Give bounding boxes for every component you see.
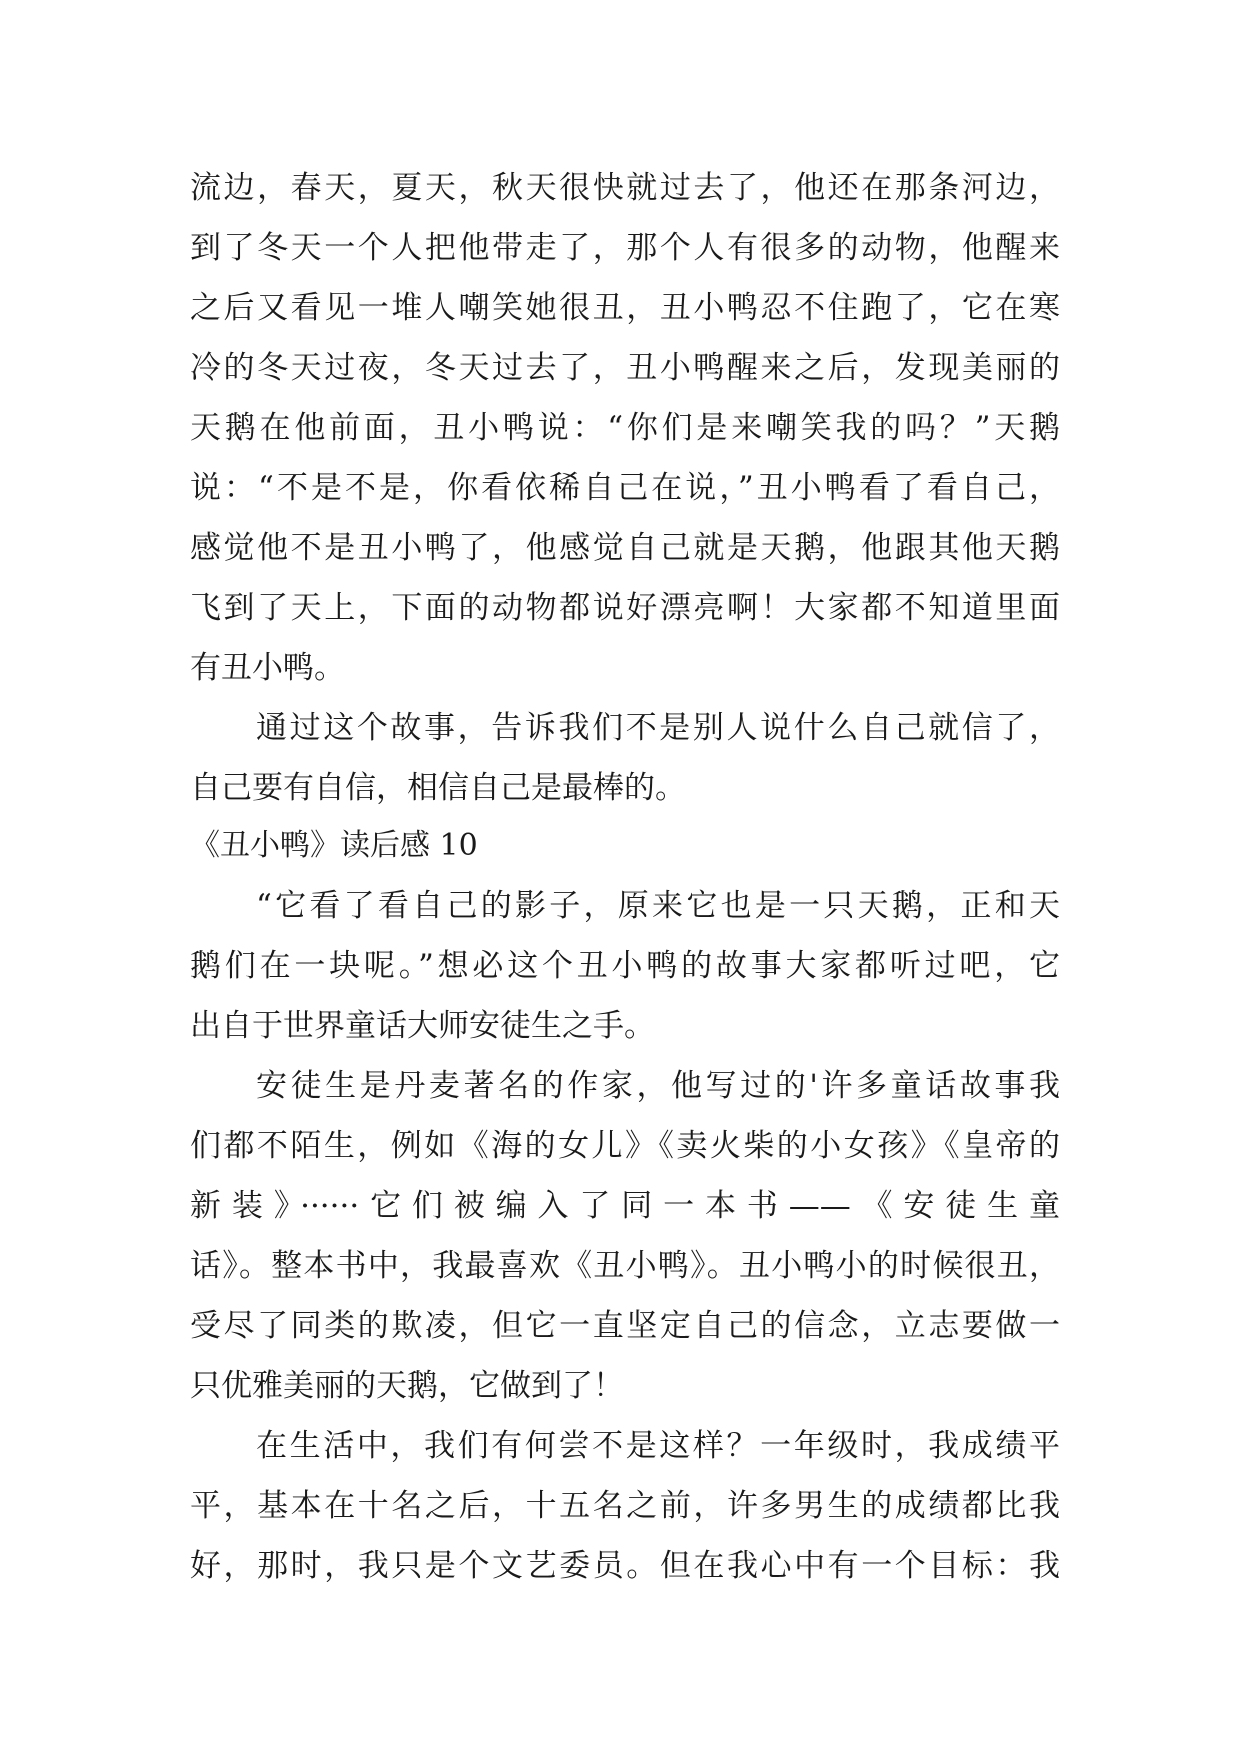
text-line: 出自于世界童话大师安徒生之手。 xyxy=(190,1008,655,1044)
text-line: 话》。整本书中，我最喜欢《丑小鸭》。丑小鸭小的时候很丑， xyxy=(190,1248,1060,1284)
text-line: 只优雅美丽的天鹅，它做到了！ xyxy=(190,1368,624,1404)
text-line: 新装》······它们被编入了同一本书——《安徒生童 xyxy=(190,1188,1060,1224)
paragraph-first-line: “它看了看自己的影子，原来它也是一只天鹅，正和天 xyxy=(256,888,1060,924)
text-line: 冷的冬天过夜，冬天过去了，丑小鸭醒来之后，发现美丽的 xyxy=(190,350,1060,386)
text-line: 说：“不是不是，你看依稀自己在说，”丑小鸭看了看自己， xyxy=(190,470,1060,506)
paragraph-first-line: 安徒生是丹麦著名的作家，他写过的'许多童话故事我 xyxy=(256,1068,1060,1104)
section-heading: 《丑小鸭》读后感 10 xyxy=(190,828,478,863)
text-line: 自己要有自信，相信自己是最棒的。 xyxy=(190,770,686,806)
text-line: 之后又看见一堆人嘲笑她很丑，丑小鸭忍不住跑了，它在寒 xyxy=(190,290,1060,326)
text-line: 感觉他不是丑小鸭了，他感觉自己就是天鹅，他跟其他天鹅 xyxy=(190,530,1060,566)
paragraph-first-line: 通过这个故事，告诉我们不是别人说什么自己就信了， xyxy=(256,710,1060,746)
text-line: 受尽了同类的欺凌，但它一直坚定自己的信念，立志要做一 xyxy=(190,1308,1060,1344)
text-line: 飞到了天上，下面的动物都说好漂亮啊！大家都不知道里面 xyxy=(190,590,1060,626)
text-line: 平，基本在十名之后，十五名之前，许多男生的成绩都比我 xyxy=(190,1488,1060,1524)
paragraph-first-line: 在生活中，我们有何尝不是这样？一年级时，我成绩平 xyxy=(256,1428,1060,1464)
text-line: 有丑小鸭。 xyxy=(190,650,345,686)
text-line: 好，那时，我只是个文艺委员。但在我心中有一个目标：我 xyxy=(190,1548,1060,1584)
text-line: 到了冬天一个人把他带走了，那个人有很多的动物，他醒来 xyxy=(190,230,1060,266)
text-line: 们都不陌生，例如《海的女儿》《卖火柴的小女孩》《皇帝的 xyxy=(190,1128,1060,1164)
text-line: 流边，春天，夏天，秋天很快就过去了，他还在那条河边， xyxy=(190,170,1060,206)
text-line: 鹅们在一块呢。”想必这个丑小鸭的故事大家都听过吧，它 xyxy=(190,948,1060,984)
text-line: 天鹅在他前面，丑小鸭说：“你们是来嘲笑我的吗？”天鹅 xyxy=(190,410,1060,446)
